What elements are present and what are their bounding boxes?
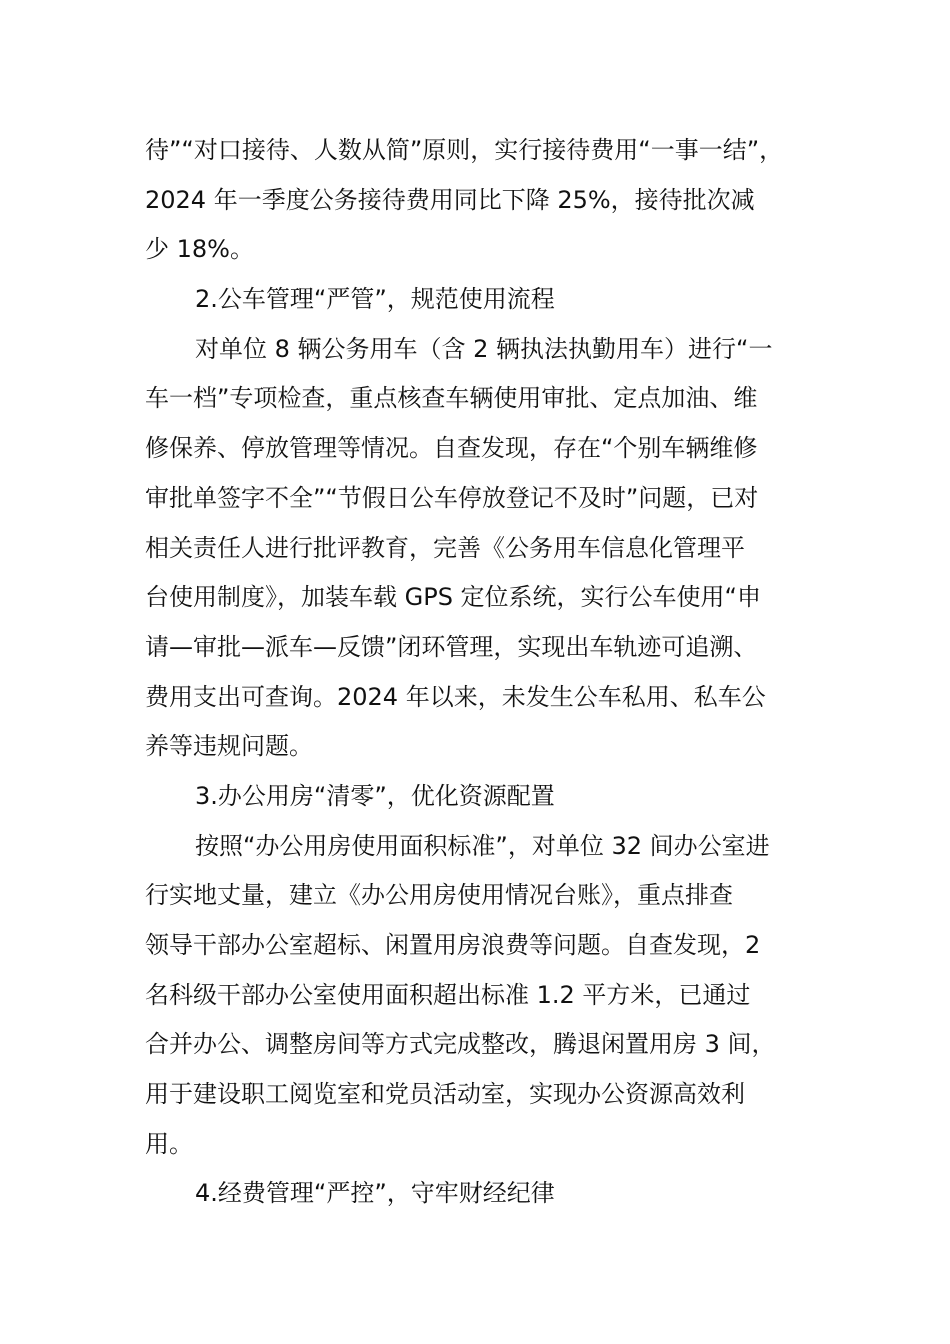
text-line-12: 费用支出可查询。2024 年以来，未发生公车私用、私车公 xyxy=(145,682,766,711)
text-line-15: 按照“办公用房使用面积标准”，对单位 32 间办公室进 xyxy=(195,831,770,860)
text-line-16: 行实地丈量，建立《办公用房使用情况台账》，重点排查 xyxy=(145,881,733,910)
text-line-5: 对单位 8 辆公务用车（含 2 辆执法执勤用车）进行“一 xyxy=(195,334,773,363)
section-heading-2: 2.公车管理“严管”，规范使用流程 xyxy=(195,285,555,314)
text-line-17: 领导干部办公室超标、闲置用房浪费等问题。自查发现，2 xyxy=(145,931,761,959)
text-line-8: 审批单签字不全”“节假日公车停放登记不及时”问题，已对 xyxy=(145,483,759,512)
text-line-10: 台使用制度》，加装车载 GPS 定位系统，实行公车使用“申 xyxy=(145,583,761,612)
text-line-18: 名科级干部办公室使用面积超出标准 1.2 平方米，已通过 xyxy=(145,980,751,1009)
section-heading-4: 4.经费管理“严控”，守牢财经纪律 xyxy=(195,1179,555,1208)
text-line-13: 养等违规问题。 xyxy=(145,732,313,761)
section-heading-3: 3.办公用房“清零”，优化资源配置 xyxy=(195,781,555,810)
text-line-20: 用于建设职工阅览室和党员活动室，实现办公资源高效利 xyxy=(145,1080,745,1109)
text-line-2: 2024 年一季度公务接待费用同比下降 25%，接待批次减 xyxy=(145,185,755,214)
text-line-9: 相关责任人进行批评教育，完善《公务用车信息化管理平 xyxy=(145,533,745,562)
text-line-21: 用。 xyxy=(145,1129,193,1158)
body-text xyxy=(145,126,815,1219)
text-line-1: 待”“对口接待、人数从简”原则，实行接待费用“一事一结”， xyxy=(145,136,784,164)
text-line-19: 合并办公、调整房间等方式完成整改，腾退闲置用房 3 间， xyxy=(145,1030,776,1059)
text-line-6: 车一档”专项检查，重点核查车辆使用审批、定点加油、维 xyxy=(145,384,758,413)
text-line-7: 修保养、停放管理等情况。自查发现，存在“个别车辆维修 xyxy=(145,434,758,463)
text-line-3: 少 18%。 xyxy=(145,235,254,264)
text-line-11: 请—审批—派车—反馈”闭环管理，实现出车轨迹可追溯、 xyxy=(145,632,758,661)
